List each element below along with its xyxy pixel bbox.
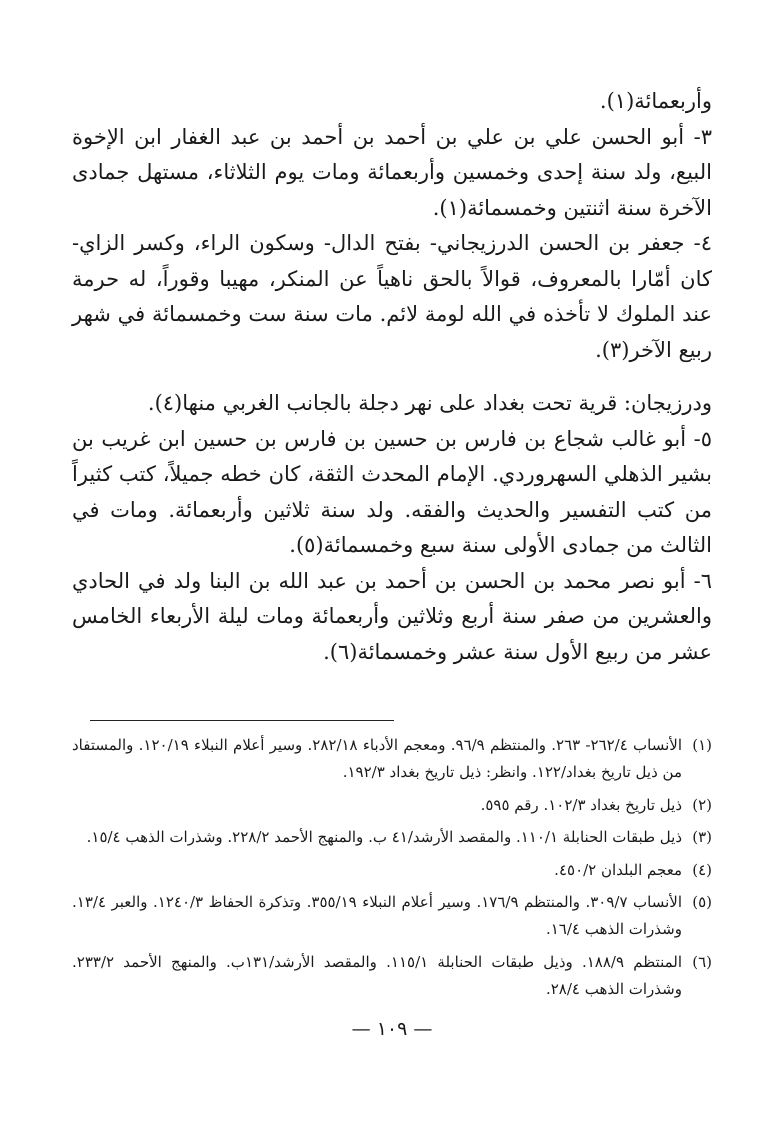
footnote-number: (١) — [692, 736, 712, 754]
footnote-number: (٣) — [692, 828, 712, 847]
paragraph-place-note: ودرزيجان: قرية تحت بغداد على نهر دجلة بالجانب الغربي منها(٤). — [147, 391, 712, 415]
footnote — [72, 824, 712, 851]
footnote — [72, 889, 712, 944]
paragraph-entry-5: ٥- أبو غالب شجاع بن فارس بن حسين بن فارس بن حسين ابن غريب بن بشير الذهلي السهروردي. الإمام المحدث الثقة، كان خطه جميلاً، كتب كثيراً من كتب التفسير والحديث والفقه. ولد سنة ثلاثين وأربعمائة. ومات في الثالث من جمادى الأولى سنة سبع وخمسمائة(٥). — [72, 426, 712, 557]
footnote — [72, 732, 712, 787]
main-text — [72, 84, 712, 670]
footnote-divider — [90, 720, 394, 721]
footnote — [72, 857, 712, 884]
paragraph-entry-3: ٣- أبو الحسن علي بن علي بن أحمد بن أحمد بن عبد الغفار ابن الإخوة البيع، ولد سنة إحدى وخمسين وأربعمائة ومات يوم الثلاثاء، مستهل جمادى الآخرة سنة اثنتين وخمسمائة(١). — [72, 124, 712, 220]
footnote-number: (٢) — [692, 795, 712, 814]
footnotes — [72, 732, 712, 1009]
footnote-text: المنتظم ١٨٨/٩. وذيل طبقات الحنابلة ١١٥/١. والمقصد الأرشد/١٣١ب. والمنهج الأحمد ٢٣٣/٢. وشذرات الذهب ٢٨/٤. — [72, 952, 683, 999]
footnote-text: ذيل طبقات الحنابلة ١١٠/١. والمقصد الأرشد/٤١ ب. والمنهج الأحمد ٢٢٨/٢. وشذرات الذهب ١٥/٤. — [86, 828, 682, 847]
page-number: — ١٠٩ — — [351, 1018, 433, 1040]
footnote-number: (٤) — [692, 860, 712, 879]
footnote-text: معجم البلدان ٤٥٠/٢. — [554, 860, 682, 879]
footnote-text: ذيل تاريخ بغداد ١٠٢/٣. رقم ٥٩٥. — [480, 795, 682, 814]
paragraph-entry-4: ٤- جعفر بن الحسن الدرزيجاني- بفتح الدال- وسكون الراء، وكسر الزاي- كان أمّارا بالمعروف، قوالاً بالحق ناهياً عن المنكر، مهيبا وقوراً، له حرمة عند الملوك لا تأخذه في الله لومة لائم. مات سنة ست وخمسمائة في شهر ربيع الآخر(٣). — [72, 231, 712, 362]
footnote-number: (٦) — [692, 952, 712, 971]
footnote — [72, 949, 712, 1004]
paragraph-continuation: وأربعمائة(١). — [599, 89, 712, 113]
footnote-text: الأنساب ٢٦٢/٤- ٢٦٣. والمنتظم ٩٦/٩. ومعجم الأدباء ٢٨٢/١٨. وسير أعلام النبلاء ١٢٠/١٩. والمستفاد من ذيل تاريخ بغداد/١٢٢. وانظر: ذيل تاريخ بغداد ١٩٢/٣. — [72, 736, 683, 782]
paragraph-entry-6: ٦- أبو نصر محمد بن الحسن بن أحمد بن عبد الله بن البنا ولد في الحادي والعشرين من صفر سنة أربع وثلاثين وأربعمائة ومات ليلة الأربعاء الخامس عشر من ربيع الأول سنة عشر وخمسمائة(٦). — [72, 568, 712, 664]
footnote-number: (٥) — [692, 893, 712, 912]
footnote — [72, 792, 712, 819]
footnote-text: الأنساب ٣٠٩/٧. والمنتظم ١٧٦/٩. وسير أعلام النبلاء ٣٥٥/١٩. وتذكرة الحفاظ ١٢٤٠/٣. والعبر ١٣/٤. وشذرات الذهب ١٦/٤. — [72, 893, 682, 939]
